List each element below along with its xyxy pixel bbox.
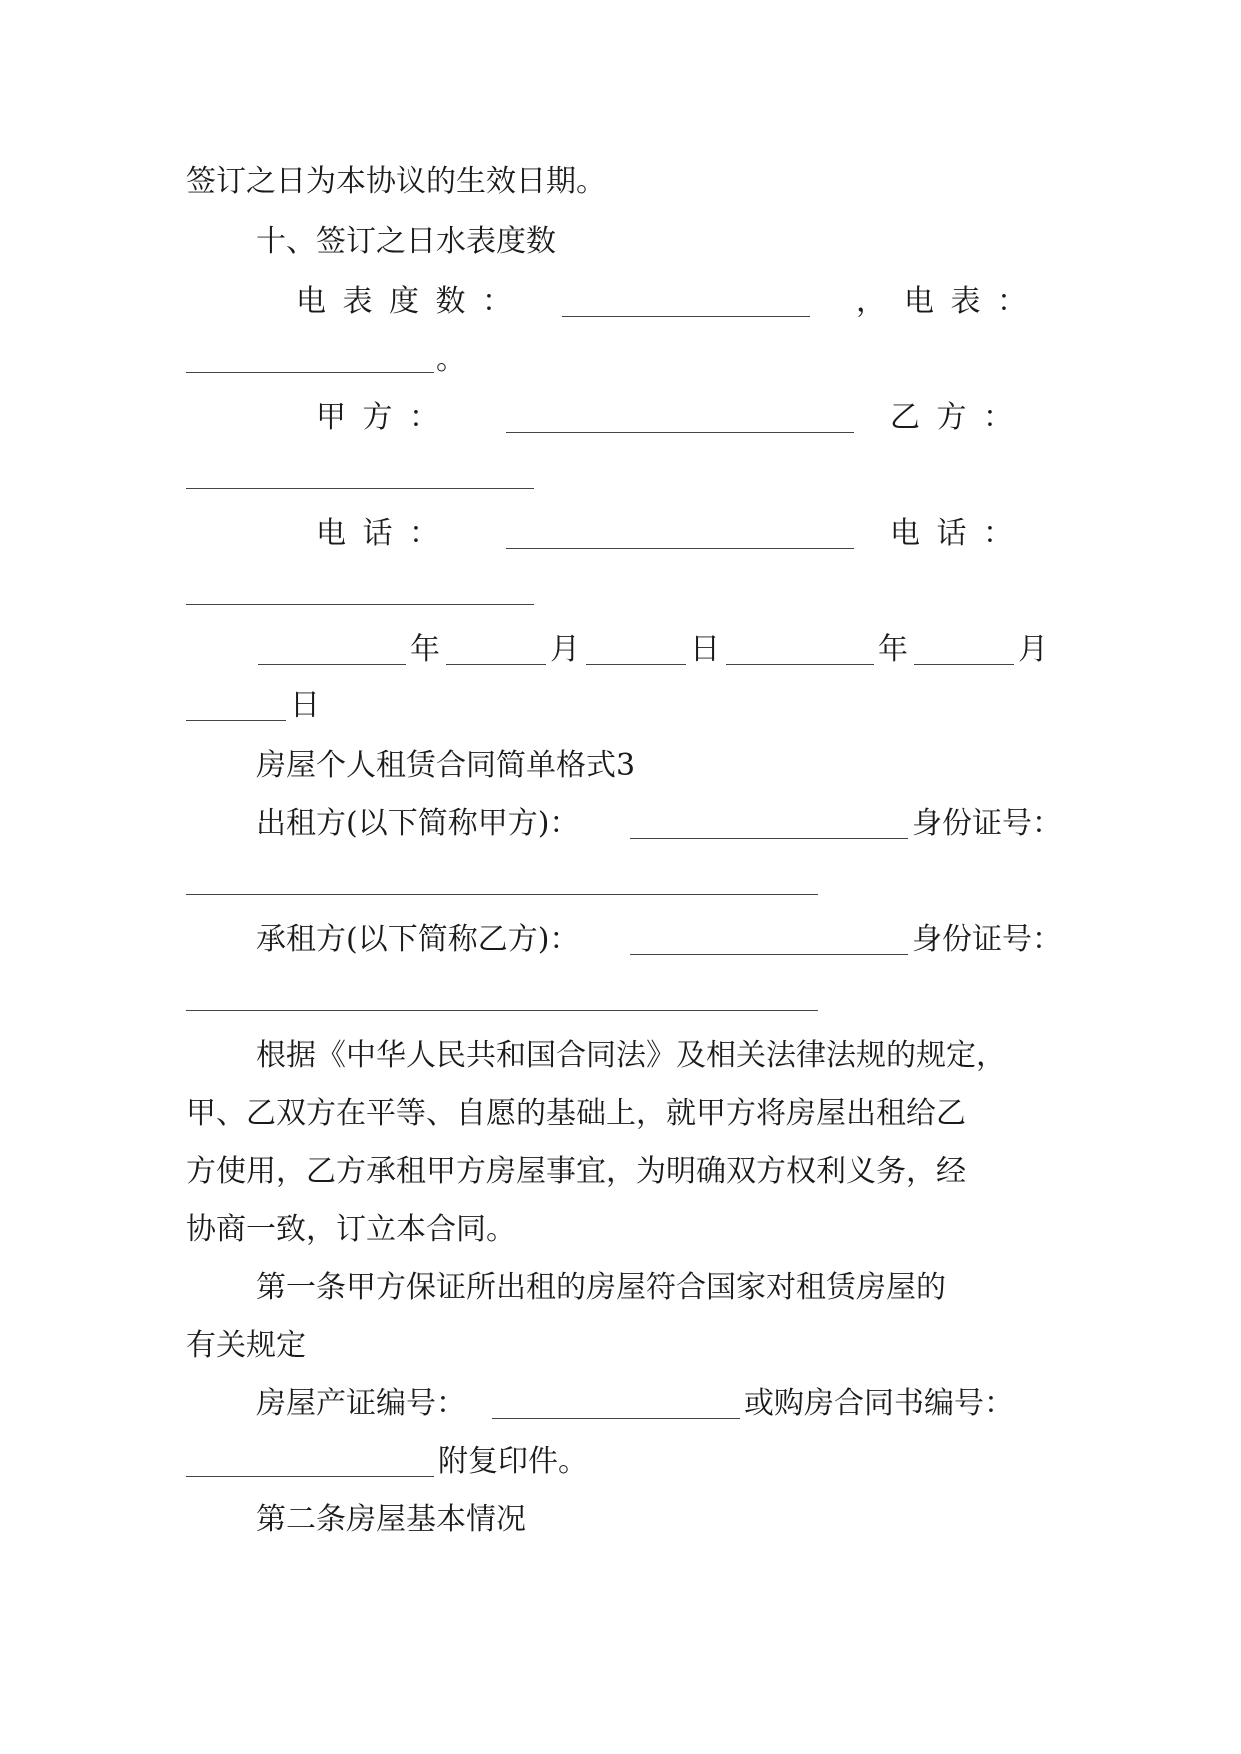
meter2-period <box>436 340 466 380</box>
text-form-title: 房屋个人租赁合同简单格式3 <box>256 748 636 783</box>
lessee-id-blank[interactable] <box>186 1010 818 1011</box>
lessor-label: 出租方(以下简称甲方)： <box>256 806 580 841</box>
text-effective: 签订之日为本协议的生效日期。 <box>186 164 606 199</box>
article1-line1 <box>256 1268 946 1308</box>
meter-separator <box>856 282 886 322</box>
date-b-year <box>878 630 908 670</box>
party-b-blank[interactable] <box>186 488 534 489</box>
lessor-line <box>256 804 579 844</box>
lessee-name-blank[interactable] <box>630 954 908 955</box>
phone-b-line <box>890 514 1030 554</box>
phone-b-blank[interactable] <box>186 604 534 605</box>
lessee-line <box>256 920 579 960</box>
text-month-b: 月 <box>1018 632 1048 667</box>
purchase-label: 或购房合同书编号： <box>744 1386 1014 1421</box>
date-b-year-blank[interactable] <box>726 664 874 665</box>
party-a-line <box>316 398 456 438</box>
text-period: 。 <box>436 342 466 377</box>
date-a-year-blank[interactable] <box>258 664 406 665</box>
date-a-day-blank[interactable] <box>586 664 686 665</box>
meter-label: 电表度数： <box>296 284 529 319</box>
date-a-month-blank[interactable] <box>446 664 546 665</box>
party-b-label: 乙方： <box>890 400 1030 435</box>
party-a-label: 甲方： <box>316 400 456 435</box>
phone-b-label: 电话： <box>890 516 1030 551</box>
text-art1-l1: 第一条甲方保证所出租的房屋符合国家对租赁房屋的 <box>256 1270 946 1305</box>
copy-note <box>438 1442 588 1482</box>
lessor-name-blank[interactable] <box>630 838 908 839</box>
date-a-month <box>550 630 580 670</box>
effective-date-line <box>186 162 606 202</box>
meter-reading-blank[interactable] <box>562 316 810 317</box>
meter2-label: 电表： <box>904 284 1044 319</box>
text-para1-l2: 甲、乙双方在平等、自愿的基础上，就甲方将房屋出租给乙 <box>186 1096 966 1131</box>
text-para1-l1: 根据《中华人民共和国合同法》及相关法律法规的规定， <box>256 1038 1006 1073</box>
phone-a-line <box>316 514 456 554</box>
text-copy-note: 附复印件。 <box>438 1444 588 1479</box>
text-id-1: 身份证号： <box>912 806 1062 841</box>
phone-a-label: 电话： <box>316 516 456 551</box>
cert-label: 房屋产证编号： <box>256 1386 466 1421</box>
text-art2: 第二条房屋基本情况 <box>256 1502 526 1537</box>
section-ten-heading <box>256 222 556 262</box>
meter-reading-line <box>296 282 529 322</box>
text-para1-l4: 协商一致，订立本合同。 <box>186 1212 516 1247</box>
text-year: 年 <box>410 632 440 667</box>
purchase-contract-line <box>744 1384 1014 1424</box>
cert-line <box>256 1384 466 1424</box>
cert-number-blank[interactable] <box>492 1418 740 1419</box>
para1-line3 <box>186 1152 966 1192</box>
date-b-month-blank[interactable] <box>914 664 1014 665</box>
article2-heading <box>256 1500 526 1540</box>
text-meter-sep: ， <box>856 284 886 319</box>
phone-a-blank[interactable] <box>506 548 854 549</box>
text-day-b: 日 <box>290 688 320 723</box>
date-a-day <box>690 630 720 670</box>
party-b-line <box>890 398 1030 438</box>
date-a-year <box>410 630 440 670</box>
text-heading-ten: 十、签订之日水表度数 <box>256 224 556 259</box>
party-a-blank[interactable] <box>506 432 854 433</box>
text-id-2: 身份证号： <box>912 922 1062 957</box>
lessee-id-label <box>912 920 1062 960</box>
text-day: 日 <box>690 632 720 667</box>
para1-line1 <box>256 1036 1006 1076</box>
lessee-label: 承租方(以下简称乙方)： <box>256 922 580 957</box>
date-b-day <box>290 686 320 726</box>
date-b-month <box>1018 630 1048 670</box>
meter2-blank[interactable] <box>186 372 434 373</box>
date-b-day-blank[interactable] <box>186 720 286 721</box>
form-title <box>256 746 635 786</box>
lessor-id-label <box>912 804 1062 844</box>
purchase-number-blank[interactable] <box>186 1476 434 1477</box>
lessor-id-blank[interactable] <box>186 894 818 895</box>
text-year-b: 年 <box>878 632 908 667</box>
article1-line2 <box>186 1326 306 1366</box>
meter2-line <box>904 282 1044 322</box>
para1-line2 <box>186 1094 966 1134</box>
para1-line4 <box>186 1210 516 1250</box>
text-para1-l3: 方使用，乙方承租甲方房屋事宜，为明确双方权利义务，经 <box>186 1154 966 1189</box>
text-art1-l2: 有关规定 <box>186 1328 306 1363</box>
text-month: 月 <box>550 632 580 667</box>
